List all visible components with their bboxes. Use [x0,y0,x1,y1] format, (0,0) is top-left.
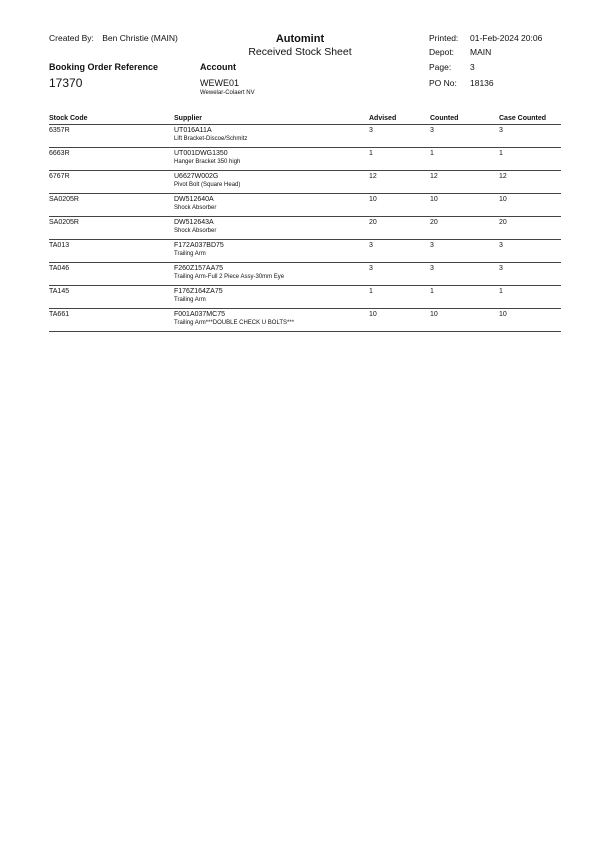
stock-code: SA0205R [49,196,79,203]
stock-table [49,114,561,332]
case-counted-qty: 1 [499,288,503,295]
supplier-code: F176Z164ZA75 [174,288,223,295]
supplier-code: F001A037MC75 [174,311,225,318]
supplier-code: UT016A11A [174,127,212,134]
stock-code: 6767R [49,173,70,180]
created-by-value: Ben Christie (MAIN) [102,33,178,43]
advised-qty: 12 [369,173,377,180]
col-stock-code: Stock Code [49,115,88,122]
counted-qty: 12 [430,173,438,180]
item-description: Shock Absorber [174,205,217,211]
supplier-code: DW512640A [174,196,214,203]
stock-code: SA0205R [49,219,79,226]
table-header [49,114,561,125]
advised-qty: 10 [369,196,377,203]
advised-qty: 3 [369,127,373,134]
supplier-code: DW512643A [174,219,214,226]
counted-qty: 3 [430,242,434,249]
advised-qty: 10 [369,311,377,318]
depot-label: Depot: [429,47,455,57]
table-row [49,240,561,263]
supplier-code: UT001DWG1350 [174,150,228,157]
stock-code: 6357R [49,127,70,134]
account-label: Account [200,62,236,72]
table-row [49,263,561,286]
counted-qty: 20 [430,219,438,226]
counted-qty: 10 [430,196,438,203]
item-description: Shock Absorber [174,228,217,234]
account-value: WEWE01 [200,78,240,88]
booking-ref-value: 17370 [49,76,83,90]
case-counted-qty: 20 [499,219,507,226]
col-counted: Counted [430,115,459,122]
counted-qty: 10 [430,311,438,318]
document-title: Received Stock Sheet [248,46,352,58]
case-counted-qty: 10 [499,196,507,203]
case-counted-qty: 1 [499,150,503,157]
case-counted-qty: 10 [499,311,507,318]
printed-value: 01-Feb-2024 20:06 [470,33,543,43]
table-row [49,171,561,194]
stock-code: 6663R [49,150,70,157]
depot-value: MAIN [470,47,492,57]
item-description: Lift Bracket-Discoe/Schmitz [174,136,248,142]
stock-code: TA145 [49,288,70,295]
supplier-code: F172A037BD75 [174,242,224,249]
case-counted-qty: 3 [499,127,503,134]
advised-qty: 1 [369,288,373,295]
item-description: Pivot Bolt (Square Head) [174,182,241,188]
supplier-code: U6627W002G [174,173,219,180]
counted-qty: 1 [430,288,434,295]
stock-code: TA013 [49,242,70,249]
table-row [49,309,561,332]
page-label: Page: [429,62,452,72]
supplier-code: F260Z157AA75 [174,265,224,272]
counted-qty: 3 [430,265,434,272]
counted-qty: 1 [430,150,434,157]
account-name: Wewelar-Colaert NV [200,90,255,96]
table-row [49,148,561,171]
col-advised: Advised [369,115,397,122]
case-counted-qty: 3 [499,265,503,272]
case-counted-qty: 12 [499,173,507,180]
table-row [49,125,561,148]
case-counted-qty: 3 [499,242,503,249]
item-description: Trailing Arm-Full 2 Piece Assy-30mm Eye [174,274,285,280]
stock-code: TA661 [49,311,70,318]
created-by-label: Created By: [49,33,94,43]
advised-qty: 20 [369,219,377,226]
created-by [49,33,178,43]
item-description: Trailing Arm [174,251,206,257]
counted-qty: 3 [430,127,434,134]
item-description: Trailing Arm***DOUBLE CHECK U BOLTS*** [174,320,295,326]
advised-qty: 3 [369,265,373,272]
po-label: PO No: [429,78,457,88]
col-supplier: Supplier [174,115,203,122]
item-description: Hanger Bracket 350 high [174,159,241,165]
table-row [49,194,561,217]
stock-code: TA046 [49,265,70,272]
advised-qty: 1 [369,150,373,157]
table-row [49,217,561,240]
col-case-counted: Case Counted [499,115,547,122]
company-name: Automint [275,33,325,45]
po-value: 18136 [470,78,494,88]
advised-qty: 3 [369,242,373,249]
booking-ref-label: Booking Order Reference [49,62,159,72]
table-row [49,286,561,309]
printed-label: Printed: [429,33,459,43]
item-description: Trailing Arm [174,297,206,303]
page-value: 3 [470,62,475,72]
